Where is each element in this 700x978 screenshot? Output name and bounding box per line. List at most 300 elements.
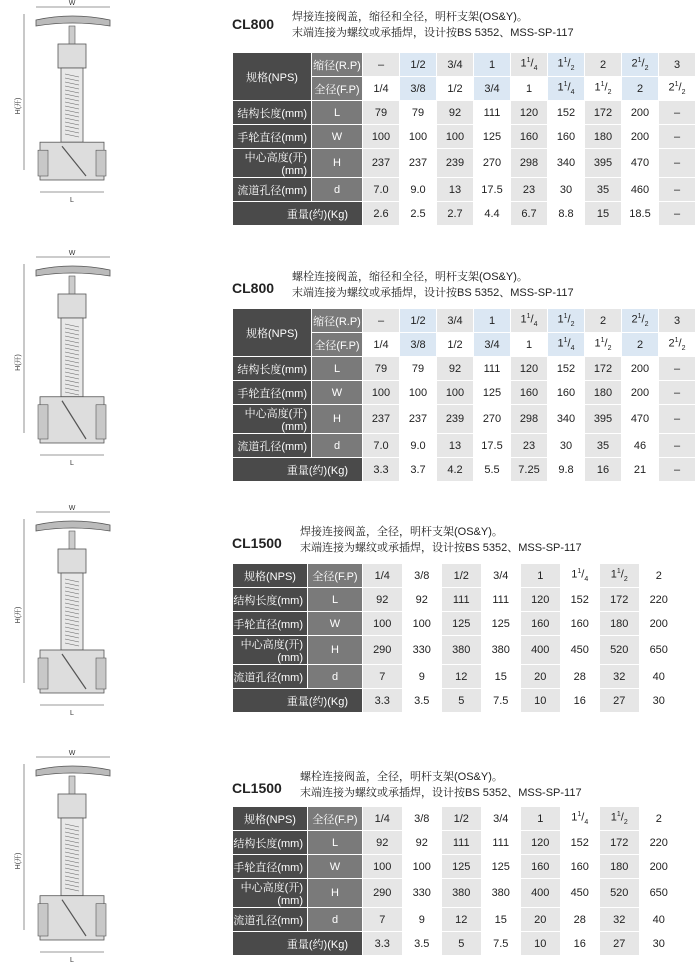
row-symbol: L — [308, 588, 363, 612]
table-cell: 220 — [639, 831, 679, 855]
spec-header: 规格(NPS) — [233, 564, 308, 588]
row-symbol: H — [312, 149, 363, 178]
table-cell: 4.4 — [474, 202, 511, 226]
description-line-2: 末端连接为螺纹或承插焊，设计按BS 5352、MSS-SP-117 — [300, 542, 582, 554]
table-cell: 125 — [481, 855, 521, 879]
table-cell: $2^1/_2$ — [659, 333, 696, 357]
table-cell: 1/2 — [400, 309, 437, 333]
table-cell: 2.6 — [363, 202, 400, 226]
table-cell: 1/4 — [363, 77, 400, 101]
table-cell: 9 — [402, 908, 442, 932]
yoke — [58, 794, 86, 818]
table-cell: 237 — [363, 149, 400, 178]
row-symbol: d — [312, 434, 363, 458]
table-cell: $1^1/_2$ — [585, 333, 622, 357]
table-cell: 17.5 — [474, 178, 511, 202]
table-row — [233, 831, 679, 855]
body-end-right — [96, 904, 106, 936]
table-cell: 1/2 — [442, 807, 482, 831]
table-cell: 3.3 — [363, 458, 400, 482]
table-cell: 2 — [622, 333, 659, 357]
table-cell: 200 — [622, 101, 659, 125]
table-cell: 9.0 — [400, 178, 437, 202]
row-label: 流道孔径(mm) — [233, 665, 308, 689]
table-cell: 172 — [600, 831, 640, 855]
table-cell: 125 — [474, 381, 511, 405]
table-cell: 23 — [511, 178, 548, 202]
pressure-class: CL800 — [232, 16, 275, 32]
description-line-1: 焊接连接阀盖，缩径和全径，明杆支架(OS&Y)。 — [292, 11, 528, 23]
row-label: 手轮直径(mm) — [233, 125, 312, 149]
table-cell: 7 — [363, 665, 403, 689]
valve-drawing — [14, 250, 164, 475]
table-cell: $1^1/_4$ — [548, 77, 585, 101]
valve-drawing — [14, 0, 164, 212]
row-label: 重量(约)(Kg) — [233, 932, 363, 956]
table-cell: 9.8 — [548, 458, 585, 482]
table-cell: 1/4 — [363, 333, 400, 357]
table-cell: 380 — [481, 636, 521, 665]
table-cell: 470 — [622, 405, 659, 434]
valve-section — [0, 250, 700, 480]
table-cell: 4.2 — [437, 458, 474, 482]
table-cell: – — [659, 381, 696, 405]
body-end-left — [38, 405, 48, 439]
row-label: 重量(约)(Kg) — [233, 202, 363, 226]
row-symbol: W — [312, 125, 363, 149]
table-cell: 30 — [639, 932, 679, 956]
fp-label: 全径(F.P) — [308, 807, 363, 831]
width-dimension-label: W — [68, 750, 76, 757]
handwheel — [36, 766, 110, 776]
table-cell: 3/8 — [402, 807, 442, 831]
table-cell: 32 — [600, 908, 640, 932]
table-cell: 160 — [548, 381, 585, 405]
spec-table — [232, 563, 679, 713]
table-cell: 160 — [548, 125, 585, 149]
table-cell: 3 — [659, 53, 696, 77]
handwheel — [36, 521, 110, 531]
table-cell: $2^1/_2$ — [659, 77, 696, 101]
table-cell: 3/4 — [481, 807, 521, 831]
table-cell: 239 — [437, 405, 474, 434]
table-cell: 380 — [442, 879, 482, 908]
table-cell: 92 — [437, 101, 474, 125]
table-cell: 27 — [600, 689, 640, 713]
description-line-2: 末端连接为螺纹或承插焊，设计按BS 5352、MSS-SP-117 — [292, 27, 574, 39]
table-cell: 40 — [639, 665, 679, 689]
table-cell: 5 — [442, 932, 482, 956]
row-symbol: d — [312, 178, 363, 202]
table-cell: 220 — [639, 588, 679, 612]
table-cell: 330 — [402, 636, 442, 665]
table-row — [233, 908, 679, 932]
table-row — [233, 458, 696, 482]
table-cell: 1/4 — [363, 807, 403, 831]
table-cell: 32 — [600, 665, 640, 689]
table-cell: 9.0 — [400, 434, 437, 458]
table-cell: 8.8 — [548, 202, 585, 226]
valve-body — [40, 896, 104, 940]
table-cell: 520 — [600, 879, 640, 908]
table-cell: 30 — [639, 689, 679, 713]
table-cell: 1/2 — [437, 77, 474, 101]
table-cell: 15 — [481, 908, 521, 932]
table-row — [233, 149, 696, 178]
table-cell: 100 — [400, 125, 437, 149]
table-cell: 13 — [437, 178, 474, 202]
row-symbol: W — [312, 381, 363, 405]
table-cell: – — [659, 149, 696, 178]
table-cell: 79 — [363, 101, 400, 125]
table-cell: 200 — [639, 612, 679, 636]
table-cell: 125 — [474, 125, 511, 149]
description-line-1: 焊接连接阀盖，全径，明杆支架(OS&Y)。 — [300, 526, 503, 538]
table-cell: 120 — [521, 831, 561, 855]
table-cell: 7.0 — [363, 178, 400, 202]
table-row — [233, 178, 696, 202]
table-cell: 290 — [363, 879, 403, 908]
description-line-1: 螺栓连接阀盖，全径，明杆支架(OS&Y)。 — [300, 771, 503, 783]
table-cell: 20 — [521, 908, 561, 932]
table-cell: 2 — [639, 807, 679, 831]
table-cell: 27 — [600, 932, 640, 956]
table-cell: 160 — [511, 125, 548, 149]
table-cell: 12 — [442, 908, 482, 932]
table-row — [233, 125, 696, 149]
body-end-left — [38, 904, 48, 936]
table-cell: – — [659, 101, 696, 125]
table-cell: 17.5 — [474, 434, 511, 458]
table-cell: 1/2 — [437, 333, 474, 357]
table-cell: 180 — [585, 381, 622, 405]
table-cell: 21 — [622, 458, 659, 482]
row-label: 中心高度(开)(mm) — [233, 879, 308, 908]
table-cell: $1^1/_4$ — [560, 807, 600, 831]
yoke — [58, 44, 86, 68]
bonnet — [61, 68, 83, 142]
table-cell: 125 — [442, 612, 482, 636]
table-row — [233, 588, 679, 612]
table-cell: 160 — [521, 612, 561, 636]
handwheel — [36, 266, 110, 276]
table-cell: 172 — [585, 357, 622, 381]
table-cell: 200 — [622, 125, 659, 149]
table-cell: 46 — [622, 434, 659, 458]
table-cell: 30 — [548, 178, 585, 202]
length-dimension-label: L — [70, 460, 74, 467]
table-cell: – — [659, 202, 696, 226]
table-cell: 1 — [474, 309, 511, 333]
table-cell: 6.7 — [511, 202, 548, 226]
table-cell: 100 — [363, 125, 400, 149]
table-row — [233, 405, 696, 434]
table-cell: $1^1/_2$ — [585, 77, 622, 101]
width-dimension-label: W — [68, 0, 76, 7]
table-cell: 152 — [560, 588, 600, 612]
table-row — [233, 636, 679, 665]
valve-body — [40, 142, 104, 180]
rp-label: 缩径(R.P) — [312, 53, 363, 77]
valve-drawing — [14, 505, 164, 725]
table-cell: 100 — [402, 612, 442, 636]
valve-section — [0, 750, 700, 978]
table-cell: 92 — [437, 357, 474, 381]
table-cell: 298 — [511, 405, 548, 434]
body-end-right — [96, 405, 106, 439]
table-cell: 100 — [400, 381, 437, 405]
table-cell: 7.25 — [511, 458, 548, 482]
rp-label: 缩径(R.P) — [312, 309, 363, 333]
row-label: 手轮直径(mm) — [233, 612, 308, 636]
table-cell: $1^1/_2$ — [548, 309, 585, 333]
table-cell: 28 — [560, 665, 600, 689]
fp-label: 全径(F.P) — [312, 77, 363, 101]
yoke — [58, 294, 86, 318]
fp-label: 全径(F.P) — [308, 564, 363, 588]
table-cell: 16 — [585, 458, 622, 482]
table-cell: 290 — [363, 636, 403, 665]
row-label: 中心高度(开)(mm) — [233, 405, 312, 434]
table-cell: 1/2 — [442, 564, 482, 588]
table-cell: 7.5 — [481, 689, 521, 713]
yoke — [58, 549, 86, 573]
table-cell: $1^1/_4$ — [511, 53, 548, 77]
pressure-class: CL800 — [232, 280, 275, 296]
table-cell: 395 — [585, 149, 622, 178]
table-cell: 200 — [622, 381, 659, 405]
table-cell: 13 — [437, 434, 474, 458]
table-cell: 2 — [639, 564, 679, 588]
table-row — [233, 879, 679, 908]
table-row — [233, 855, 679, 879]
row-symbol: H — [308, 879, 363, 908]
row-symbol: H — [312, 405, 363, 434]
table-cell: 1 — [511, 333, 548, 357]
table-cell: 330 — [402, 879, 442, 908]
handwheel — [36, 16, 110, 26]
table-cell: 120 — [521, 588, 561, 612]
table-cell: 400 — [521, 636, 561, 665]
valve-body — [40, 397, 104, 443]
table-cell: 237 — [363, 405, 400, 434]
table-cell: – — [363, 53, 400, 77]
table-cell: 172 — [600, 588, 640, 612]
table-cell: 180 — [600, 855, 640, 879]
table-cell: – — [659, 357, 696, 381]
table-cell: 16 — [560, 932, 600, 956]
height-dimension-label: H(开) — [15, 852, 22, 870]
row-label: 中心高度(开)(mm) — [233, 149, 312, 178]
table-cell: 2.5 — [400, 202, 437, 226]
table-cell: 111 — [474, 101, 511, 125]
table-cell: 400 — [521, 879, 561, 908]
row-label: 流道孔径(mm) — [233, 178, 312, 202]
table-cell: 3.7 — [400, 458, 437, 482]
table-cell: 470 — [622, 149, 659, 178]
table-cell: 239 — [437, 149, 474, 178]
table-cell: 15 — [585, 202, 622, 226]
table-cell: 1 — [474, 53, 511, 77]
table-cell: 92 — [363, 588, 403, 612]
width-dimension-label: W — [68, 250, 76, 257]
table-cell: 10 — [521, 932, 561, 956]
table-cell: 12 — [442, 665, 482, 689]
row-label: 流道孔径(mm) — [233, 908, 308, 932]
table-cell: 3/4 — [437, 309, 474, 333]
description-line-1: 螺栓连接阀盖，缩径和全径，明杆支架(OS&Y)。 — [292, 271, 528, 283]
valve-body — [40, 650, 104, 693]
table-cell: 10 — [521, 689, 561, 713]
table-cell: – — [659, 458, 696, 482]
row-label: 重量(约)(Kg) — [233, 458, 363, 482]
table-cell: 35 — [585, 434, 622, 458]
table-cell: 28 — [560, 908, 600, 932]
table-cell: 200 — [639, 855, 679, 879]
table-cell: 100 — [437, 381, 474, 405]
table-cell: $1^1/_4$ — [548, 333, 585, 357]
table-cell: 460 — [622, 178, 659, 202]
row-symbol: d — [308, 665, 363, 689]
table-cell: $1^1/_4$ — [511, 309, 548, 333]
table-cell: 1 — [521, 564, 561, 588]
height-dimension-label: H(开) — [15, 354, 22, 371]
table-cell: 380 — [442, 636, 482, 665]
table-cell: 100 — [363, 612, 403, 636]
table-cell: 1 — [511, 77, 548, 101]
table-cell: $1^1/_2$ — [600, 807, 640, 831]
table-cell: 340 — [548, 149, 585, 178]
table-cell: 237 — [400, 405, 437, 434]
table-cell: 650 — [639, 636, 679, 665]
table-cell: 111 — [442, 588, 482, 612]
valve-section — [0, 0, 700, 230]
table-cell: 79 — [400, 357, 437, 381]
table-cell: 152 — [548, 357, 585, 381]
row-label: 手轮直径(mm) — [233, 855, 308, 879]
row-label: 手轮直径(mm) — [233, 381, 312, 405]
row-symbol: H — [308, 636, 363, 665]
table-cell: 200 — [622, 357, 659, 381]
spec-header: 规格(NPS) — [233, 53, 312, 101]
row-symbol: W — [308, 612, 363, 636]
body-end-left — [38, 658, 48, 689]
row-symbol: W — [308, 855, 363, 879]
table-row — [233, 101, 696, 125]
table-row — [233, 689, 679, 713]
table-cell: 35 — [585, 178, 622, 202]
table-cell: 3/4 — [474, 77, 511, 101]
valve-drawing — [14, 750, 164, 972]
row-symbol: L — [308, 831, 363, 855]
table-cell: 450 — [560, 636, 600, 665]
table-cell: $1^1/_4$ — [560, 564, 600, 588]
table-cell: 1/4 — [363, 564, 403, 588]
description-line-2: 末端连接为螺纹或承插焊，设计按BS 5352、MSS-SP-117 — [292, 287, 574, 299]
table-cell: 3 — [659, 309, 696, 333]
body-end-right — [96, 150, 106, 176]
table-cell: 3.3 — [363, 689, 403, 713]
table-cell: 180 — [600, 612, 640, 636]
table-cell: 111 — [474, 357, 511, 381]
table-cell: 9 — [402, 665, 442, 689]
spec-table — [232, 308, 696, 482]
table-cell: $2^1/_2$ — [622, 53, 659, 77]
row-label: 中心高度(开)(mm) — [233, 636, 308, 665]
table-cell: 3/8 — [400, 77, 437, 101]
table-cell: 23 — [511, 434, 548, 458]
row-label: 流道孔径(mm) — [233, 434, 312, 458]
row-symbol: L — [312, 357, 363, 381]
table-cell: – — [363, 309, 400, 333]
table-cell: $1^1/_2$ — [600, 564, 640, 588]
table-cell: 237 — [400, 149, 437, 178]
description-line-2: 末端连接为螺纹或承插焊，设计按BS 5352、MSS-SP-117 — [300, 787, 582, 799]
table-cell: 20 — [521, 665, 561, 689]
pressure-class: CL1500 — [232, 535, 282, 551]
table-cell: – — [659, 178, 696, 202]
table-cell: 3/4 — [474, 333, 511, 357]
spec-table — [232, 52, 696, 226]
table-cell: $1^1/_2$ — [548, 53, 585, 77]
table-cell: 270 — [474, 149, 511, 178]
table-cell: 100 — [363, 855, 403, 879]
table-cell: 100 — [437, 125, 474, 149]
table-cell: 160 — [560, 612, 600, 636]
table-cell: 160 — [521, 855, 561, 879]
table-cell: 2 — [585, 53, 622, 77]
table-cell: 100 — [363, 381, 400, 405]
table-row — [233, 932, 679, 956]
table-cell: – — [659, 125, 696, 149]
row-label: 结构长度(mm) — [233, 831, 308, 855]
table-row — [233, 357, 696, 381]
table-cell: – — [659, 405, 696, 434]
body-end-left — [38, 150, 48, 176]
table-cell: 40 — [639, 908, 679, 932]
table-cell: 100 — [402, 855, 442, 879]
table-cell: 3.3 — [363, 932, 403, 956]
table-cell: 380 — [481, 879, 521, 908]
table-cell: 270 — [474, 405, 511, 434]
table-cell: 160 — [560, 855, 600, 879]
table-cell: 160 — [511, 381, 548, 405]
row-label: 结构长度(mm) — [233, 588, 308, 612]
table-cell: 3/4 — [437, 53, 474, 77]
table-cell: 125 — [481, 612, 521, 636]
table-cell: 3/4 — [481, 564, 521, 588]
table-cell: 18.5 — [622, 202, 659, 226]
table-cell: 3/8 — [402, 564, 442, 588]
width-dimension-label: W — [68, 505, 76, 512]
table-cell: 7 — [363, 908, 403, 932]
table-cell: 7.0 — [363, 434, 400, 458]
table-row — [233, 381, 696, 405]
table-row — [233, 202, 696, 226]
table-row — [233, 434, 696, 458]
table-cell: 1 — [521, 807, 561, 831]
length-dimension-label: L — [70, 957, 74, 964]
valve-section — [0, 505, 700, 730]
table-cell: 111 — [442, 831, 482, 855]
table-cell: 152 — [548, 101, 585, 125]
table-cell: 450 — [560, 879, 600, 908]
table-cell: $2^1/_2$ — [622, 309, 659, 333]
table-cell: 2 — [585, 309, 622, 333]
table-cell: 92 — [402, 588, 442, 612]
table-cell: 152 — [560, 831, 600, 855]
table-cell: 120 — [511, 357, 548, 381]
